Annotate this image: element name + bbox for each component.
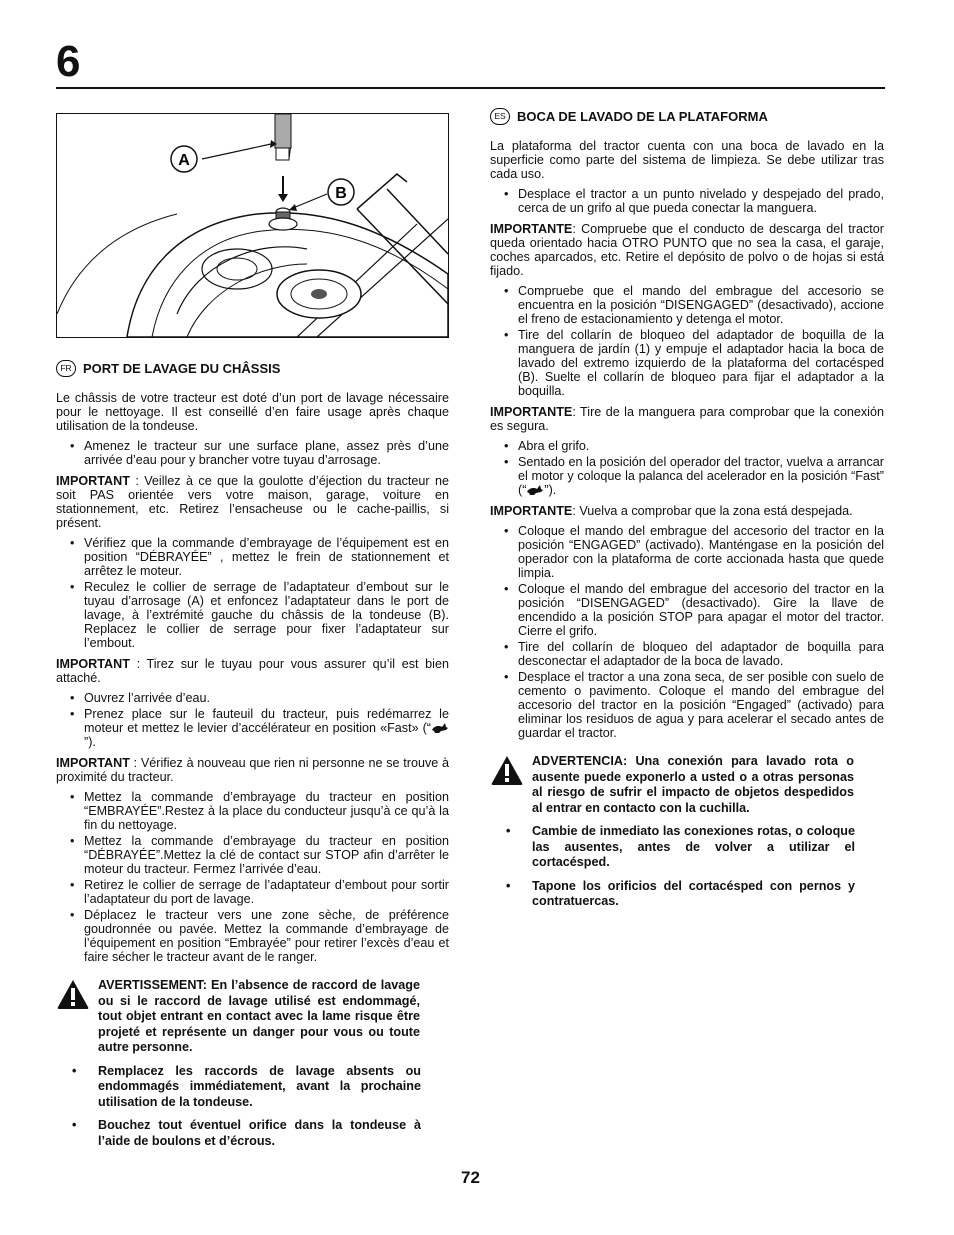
rabbit-fast-icon bbox=[526, 484, 544, 496]
section-heading bbox=[490, 108, 884, 125]
important-note: IMPORTANTE: Tire de la manguera para comprobar que la conexión es segura. bbox=[490, 405, 884, 433]
list-item: • Déplacez le tracteur vers une zone sèche, de préférence goudronnée ou pavée. Mettez la commande d’embrayage de l’équipement en position “Embrayée” pour retirer l’excès d’eau et faire sécher le tracteur avant de le ranger. bbox=[56, 908, 449, 964]
list-item: • Sentado en la posición del operador del tractor, vuelva a arrancar el motor y coloque la palanca del acelerador en la posición “Fast” (“ ”). bbox=[490, 455, 884, 497]
language-badge: ES bbox=[490, 108, 510, 125]
list-item: • Tire del collarín de bloqueo del adaptador de boquilla de la manguera de jardín (1) y empuje el adaptador hacia la boca de lavado del extremo izquierdo de la plataforma del cortacésped (B). Suelte el collarín de bloqueo para fijar el adaptador a la boquilla. bbox=[490, 328, 884, 398]
list-item: • Remplacez les raccords de lavage absents ou endommagés immédiatement, avant la prochaine utilisation de la tondeuse. bbox=[56, 1064, 421, 1111]
intro-paragraph: Le châssis de votre tracteur est doté d’un port de lavage nécessaire pour le nettoyage. Il est conseillé d’en faire usage après chaque utilisation de la tondeuse. bbox=[56, 391, 449, 433]
list-item: • Coloque el mando del embrague del accesorio del tractor en la posición “DISENGAGED” (desactivado). Gire la llave de encendido a la posición STOP para apagar el motor del tractor. Cierre el grifo. bbox=[490, 582, 884, 638]
list-item: • Reculez le collier de serrage de l’adaptateur d’embout sur le tuyau d’arrosage (A) et enfoncez l’adaptateur dans le port de lavage, à l’extrémité gauche du châssis de la tondeuse (B). Replacez le collier de serrage pour fixer l’adaptateur sur l’embout. bbox=[56, 580, 449, 650]
warning-triangle-icon bbox=[490, 754, 524, 786]
list-item: • Mettez la commande d’embrayage du tracteur en position “EMBRAYÉE”.Restez à la place du conducteur jusqu’à ce qu’à la fin du nettoyage. bbox=[56, 790, 449, 832]
section-title: BOCA DE LAVADO DE LA PLATAFORMA bbox=[517, 108, 768, 124]
french-section bbox=[56, 360, 449, 1157]
list-item: • Compruebe que el mando del embrague del accesorio se encuentra en la posición “DISENGAGED” (desactivado), accione el freno de estacionamiento y detenga el motor. bbox=[490, 284, 884, 326]
intro-paragraph: La plataforma del tractor cuenta con una boca de lavado en la superficie como parte del sistema de limpieza. Se debe utilizar tras cada uso. bbox=[490, 139, 884, 181]
section-title: PORT DE LAVAGE DU CHÂSSIS bbox=[83, 360, 281, 376]
list-item: • Mettez la commande d’embrayage du tracteur en position “DÉBRAYÉE”.Mettez la clé de contact sur STOP afin d’arrêter le moteur du tracteur. Fermez l’arrivée d’eau. bbox=[56, 834, 449, 876]
chapter-number: 6 bbox=[56, 37, 81, 86]
list-item: • Prenez place sur le fauteuil du tracteur, puis redémarrez le moteur et mettez le levier d’accélérateur en position «Fast» (“”). bbox=[56, 707, 449, 749]
language-badge: FR bbox=[56, 360, 76, 377]
list-item: • Desplace el tractor a un punto nivelado y despejado del prado, cerca de un grifo al que pueda conectar la manguera. bbox=[490, 187, 884, 215]
important-note: IMPORTANTE: Compruebe que el conducto de descarga del tractor queda orientado hacia OTRO PUNTO que no sea la casa, el garaje, coches aparcados, etc. Retire el depósito de polvo o de hojas si está fijado. bbox=[490, 222, 884, 278]
step-list bbox=[490, 187, 884, 215]
important-note: IMPORTANT : Vérifiez à nouveau que rien ni personne ne se trouve à proximité du tracteur. bbox=[56, 756, 449, 784]
important-note: IMPORTANTE: Vuelva a comprobar que la zona está despejada. bbox=[490, 504, 853, 518]
warning-block bbox=[490, 754, 884, 824]
important-note: IMPORTANT : Tirez sur le tuyau pour vous assurer qu’il est bien attaché. bbox=[56, 657, 449, 685]
list-item: • Bouchez tout éventuel orifice dans la tondeuse à l’aide de boulons et d’écrous. bbox=[56, 1118, 421, 1149]
rabbit-fast-icon bbox=[431, 722, 449, 734]
important-note: IMPORTANT : Veillez à ce que la goulotte d’éjection du tracteur ne soit PAS orientée vers votre maison, garage, voiture en stationnement, etc. Retirez l’ensacheuse ou le cache-paillis, si présent. bbox=[56, 474, 449, 530]
warning-list bbox=[490, 824, 855, 910]
warning-triangle-icon bbox=[56, 978, 90, 1010]
step-list bbox=[56, 790, 449, 964]
list-item: • Retirez le collier de serrage de l’adaptateur d’embout pour sortir l’adaptateur du port de lavage. bbox=[56, 878, 449, 906]
step-list bbox=[490, 439, 884, 497]
list-item: • Cambie de inmediato las conexiones rotas, o coloque las ausentes, antes de volver a utilizar el cortacésped. bbox=[490, 824, 855, 871]
warning-list bbox=[56, 1064, 421, 1150]
step-list bbox=[56, 691, 449, 749]
list-item: • Coloque el mando del embrague del accesorio del tractor en la posición “ENGAGED” (activado). Manténgase en la posición del operador con la plataforma de corte accionada hasta que quede limpia. bbox=[490, 524, 884, 580]
list-item: • Tapone los orificios del cortacésped con pernos y contratuercas. bbox=[490, 879, 855, 910]
mower-deck-drawing bbox=[57, 114, 448, 337]
step-list bbox=[490, 284, 884, 398]
warning-block bbox=[56, 978, 449, 1064]
step-list bbox=[490, 524, 884, 740]
page-number: 72 bbox=[461, 1168, 480, 1187]
callout-b: B bbox=[335, 185, 347, 202]
list-item: • Tire del collarín de bloqueo del adaptador de boquilla para desconectar el adaptador de la boca de lavado. bbox=[490, 640, 884, 668]
list-item: • Vérifiez que la commande d’embrayage de l’équipement est en position “DÉBRAYÉE” , mettez le frein de stationnement et arrêtez le moteur. bbox=[56, 536, 449, 578]
spanish-section bbox=[490, 108, 884, 918]
list-item: • Ouvrez l’arrivée d’eau. bbox=[56, 691, 449, 705]
list-item: • Desplace el tractor a una zona seca, de ser posible con suelo de cemento o pavimento. Coloque el mando del embrague del accesorio del tractor en la posición “Engaged” (activado) para eliminar los residuos de agua y para acelerar el secado antes de guardar el tractor. bbox=[490, 670, 884, 740]
step-list bbox=[56, 439, 449, 467]
step-list bbox=[56, 536, 449, 650]
warning-text: ADVERTENCIA: Una conexión para lavado rota o ausente puede exponerlo a usted o a otras personas al riesgo de sufrir el impacto de objetos despedidos al entrar en contacto con la cuchilla. bbox=[532, 754, 854, 815]
callout-a: A bbox=[178, 152, 190, 169]
header-rule bbox=[56, 87, 885, 89]
list-item: • Amenez le tracteur sur une surface plane, assez près d’une arrivée d’eau pour y brancher votre tuyau d’arrosage. bbox=[56, 439, 449, 467]
wash-port-illustration bbox=[56, 113, 449, 338]
section-heading bbox=[56, 360, 449, 377]
list-item: • Abra el grifo. bbox=[490, 439, 884, 453]
warning-text: AVERTISSEMENT: En l’absence de raccord de lavage ou si le raccord de lavage utilisé est endommagé, tout objet entrant en contact avec la lame risque être projeté et représente un danger pour vous ou toute autre personne. bbox=[98, 978, 420, 1054]
